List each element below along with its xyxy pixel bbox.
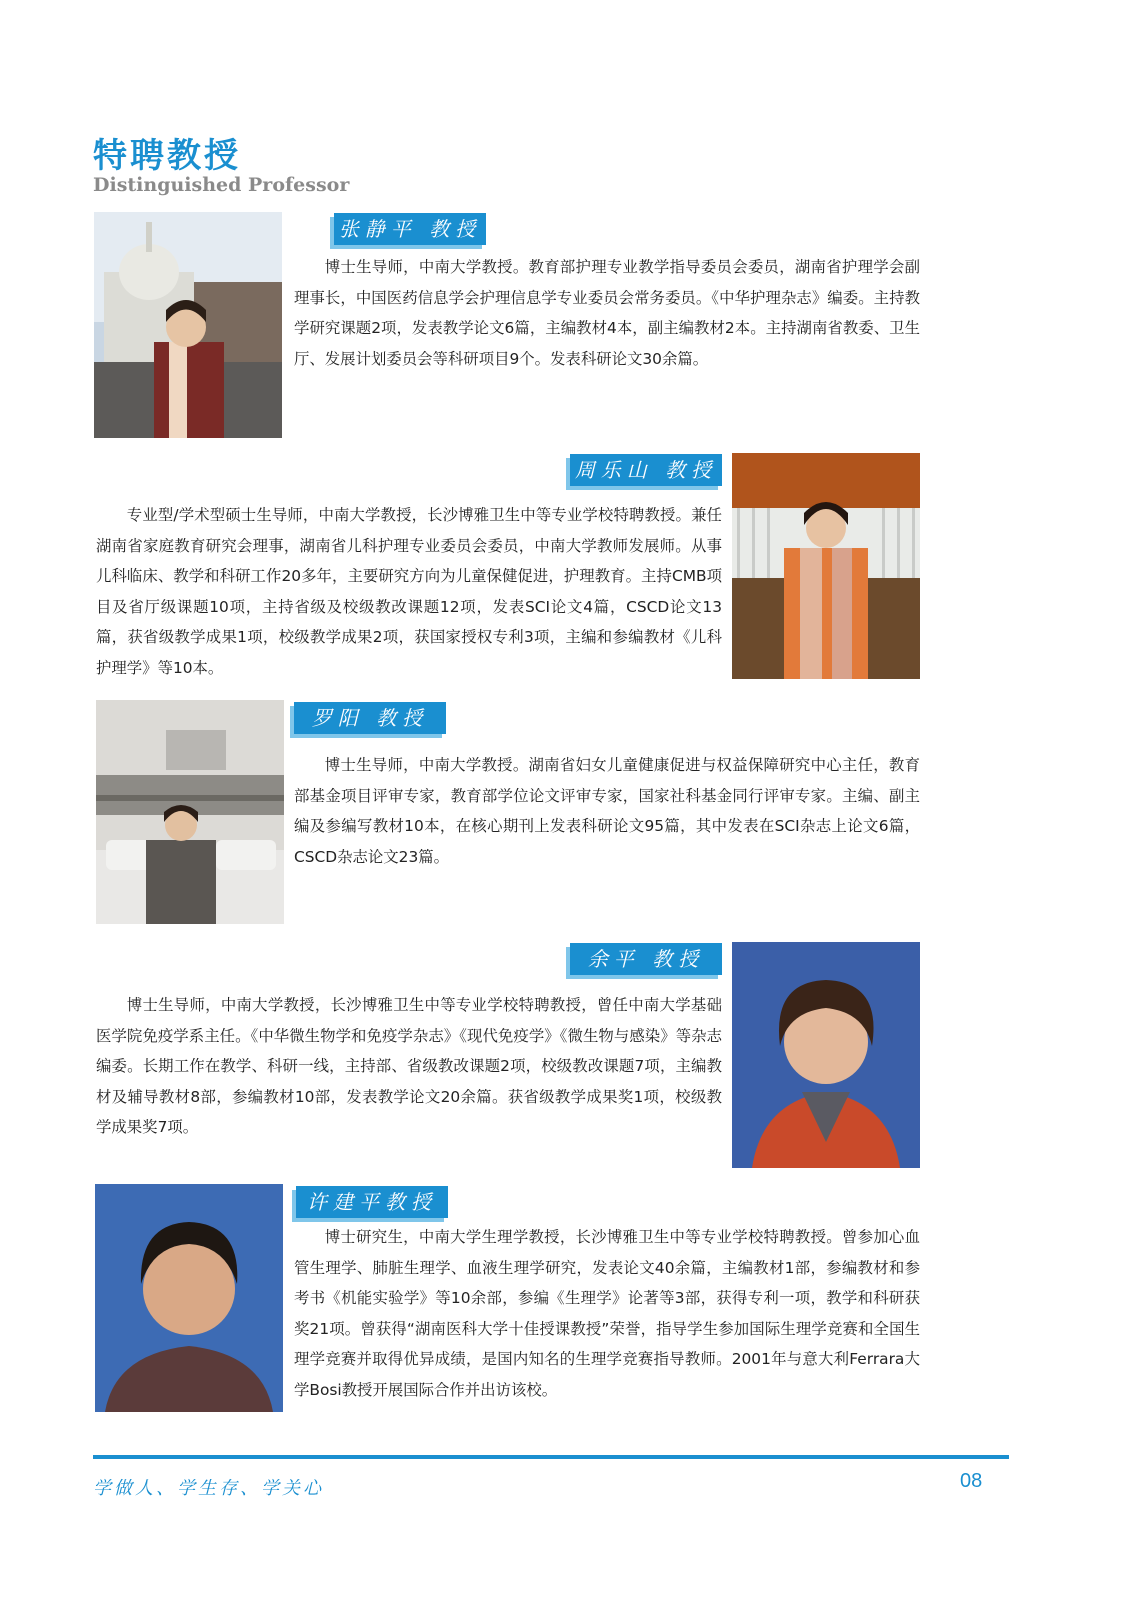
page-subtitle: Distinguished Professor: [93, 174, 350, 196]
professor-photo-5: [95, 1184, 283, 1412]
professor-bio-4: 博士生导师，中南大学教授，长沙博雅卫生中等专业学校特聘教授，曾任中南大学基础医学院免疫学系主任。《中华微生物学和免疫学杂志》《现代免疫学》《微生物与感染》等杂志编委。长期工作在教学、科研一线，主持部、省级教改课题2项，校级教改课题7项，主编教材及辅导教材8部，参编教材10部，发表教学论文20余篇。获省级教学成果奖1项，校级教学成果奖7项。: [96, 996, 722, 1136]
footer-divider: [93, 1455, 1009, 1459]
professor-name-1: 张静平 教授: [334, 213, 486, 245]
footer-slogan: 学做人、学生存、学关心: [93, 1478, 324, 1499]
professor-bio-1: 博士生导师，中南大学教授。教育部护理专业教学指导委员会委员，湖南省护理学会副理事长，中国医药信息学会护理信息学专业委员会常务委员。《中华护理杂志》编委。主持教学研究课题2项，发表教学论文6篇，主编教材4本，副主编教材2本。主持湖南省教委、卫生厅、发展计划委员会等科研项目9个。发表科研论文30余篇。: [294, 258, 920, 368]
page-number: 08: [960, 1470, 983, 1492]
professor-bio-3: 博士生导师，中南大学教授。湖南省妇女儿童健康促进与权益保障研究中心主任，教育部基金项目评审专家，教育部学位论文评审专家，国家社科基金同行评审专家。主编、副主编及参编写教材10本，在核心期刊上发表科研论文95篇，其中发表在SCI杂志上论文6篇，CSCD杂志论文23篇。: [294, 756, 920, 866]
page-title: 特聘教授: [93, 136, 241, 176]
professor-bio-5: 博士研究生，中南大学生理学教授，长沙博雅卫生中等专业学校特聘教授。曾参加心血管生理学、肺脏生理学、血液生理学研究，发表论文40余篇，主编教材1部，参编教材和参考书《机能实验学》等10余部，参编《生理学》论著等3部，获得专利一项，教学和科研获奖21项。曾获得“湖南医科大学十佳授课教授”荣誉，指导学生参加国际生理学竞赛和全国生理学竞赛并取得优异成绩，是国内知名的生理学竞赛指导教师。2001年与意大利Ferrara大学Bosi教授开展国际合作并出访该校。: [294, 1228, 920, 1399]
professor-photo-4: [732, 942, 920, 1168]
professor-photo-3: [96, 700, 284, 924]
professor-name-4: 余平 教授: [570, 943, 722, 975]
professor-photo-2: [732, 453, 920, 679]
professor-name-5: 许建平教授: [296, 1186, 448, 1218]
professor-photo-1: [94, 212, 282, 438]
professor-name-2: 周乐山 教授: [570, 454, 722, 486]
professor-bio-2: 专业型/学术型硕士生导师，中南大学教授，长沙博雅卫生中等专业学校特聘教授。兼任湖南省家庭教育研究会理事，湖南省儿科护理专业委员会委员，中南大学教师发展师。从事儿科临床、教学和科研工作20多年，主要研究方向为儿童保健促进，护理教育。主持CMB项目及省厅级课题10项，主持省级及校级教改课题12项，发表SCI论文4篇，CSCD论文13篇，获省级教学成果1项，校级教学成果2项，获国家授权专利3项，主编和参编教材《儿科护理学》等10本。: [96, 506, 722, 677]
professor-name-3: 罗阳 教授: [294, 702, 446, 734]
